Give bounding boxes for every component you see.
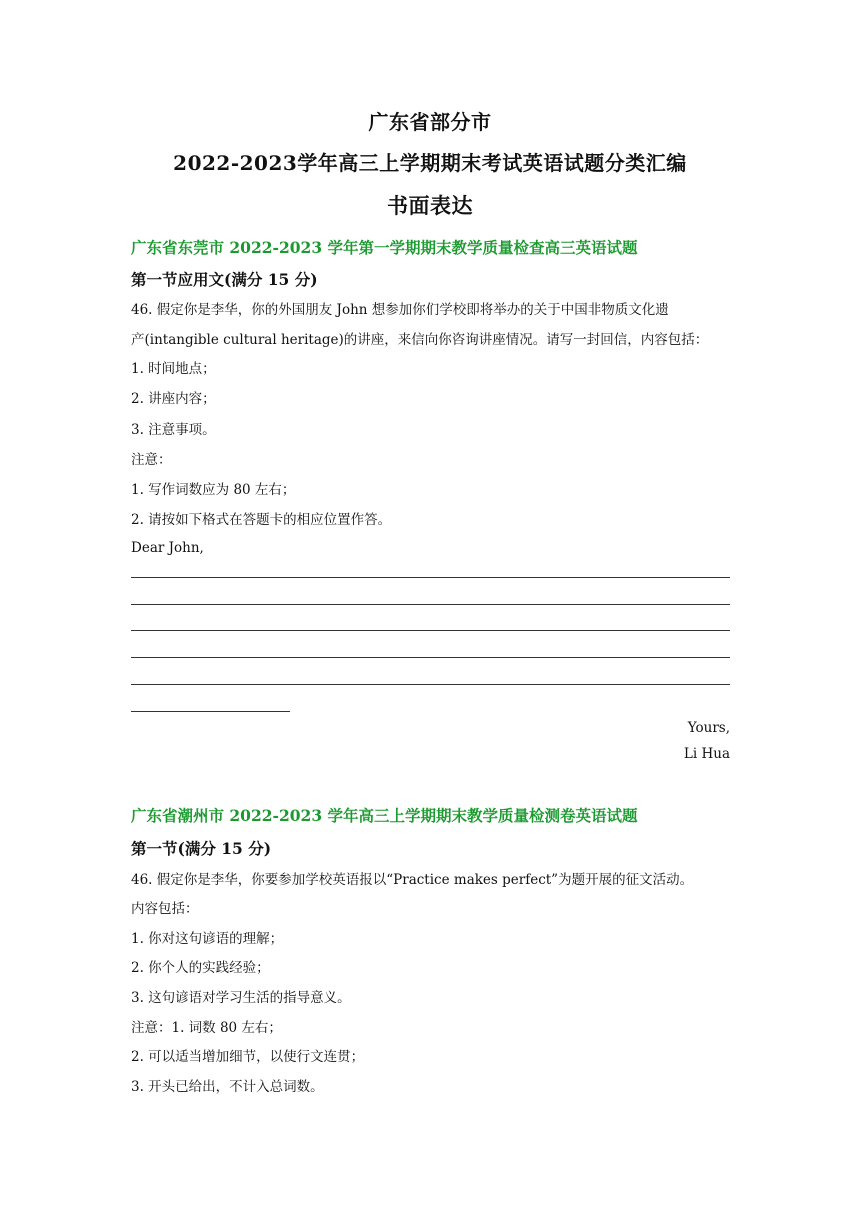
section1-note-label: 注意： (131, 452, 172, 468)
title-topic: 书面表达 (387, 193, 473, 218)
section2-prompt-line2: 内容包括： (131, 901, 199, 917)
section2-point: 1. 你对这句谚语的理解； (131, 931, 284, 947)
signature: Li Hua (683, 746, 730, 762)
answer-line (131, 711, 290, 712)
section1-point: 2. 讲座内容； (131, 391, 216, 407)
section1-prompt-line2: 产(intangible cultural heritage)的讲座，来信向你咨询讲座情况。请写一封回信，内容包括： (131, 332, 709, 348)
answer-line (131, 630, 730, 631)
section2-part: 第一节(满分 15 分) (131, 839, 272, 858)
answer-line (131, 577, 730, 578)
section2-note: 注意：1. 词数 80 左右； (131, 1020, 282, 1036)
section1-note: 2. 请按如下格式在答题卡的相应位置作答。 (131, 512, 392, 528)
section1-part: 第一节应用文(满分 15 分) (131, 270, 318, 289)
section2-note: 2. 可以适当增加细节，以使行文连贯； (131, 1049, 365, 1065)
answer-line (131, 604, 730, 605)
section2-point: 2. 你个人的实践经验； (131, 960, 270, 976)
section1-source: 广东省东莞市 2022-2023 学年第一学期期末教学质量检查高三英语试题 (131, 238, 638, 257)
section1-note: 1. 写作词数应为 80 左右； (131, 482, 296, 498)
section1-point: 1. 时间地点； (131, 361, 216, 377)
answer-line (131, 657, 730, 658)
title-region: 广东省部分市 (368, 110, 492, 134)
salutation: Dear John, (131, 540, 204, 556)
section1-prompt-line1: 46. 假定你是李华，你的外国朋友 John 想参加你们学校即将举办的关于中国非物质文化遗 (131, 302, 669, 318)
section2-prompt-line1: 46. 假定你是李华，你要参加学校英语报以“Practice makes perfect”为题开展的征文活动。 (131, 872, 694, 888)
answer-line (131, 684, 730, 685)
section2-source: 广东省潮州市 2022-2023 学年高三上学期期末教学质量检测卷英语试题 (131, 806, 638, 825)
closing: Yours, (687, 720, 730, 736)
section2-note: 3. 开头已给出，不计入总词数。 (131, 1079, 324, 1095)
section2-point: 3. 这句谚语对学习生活的指导意义。 (131, 990, 351, 1006)
title-compilation: 2022-2023学年高三上学期期末考试英语试题分类汇编 (173, 151, 687, 175)
section1-point: 3. 注意事项。 (131, 422, 216, 438)
